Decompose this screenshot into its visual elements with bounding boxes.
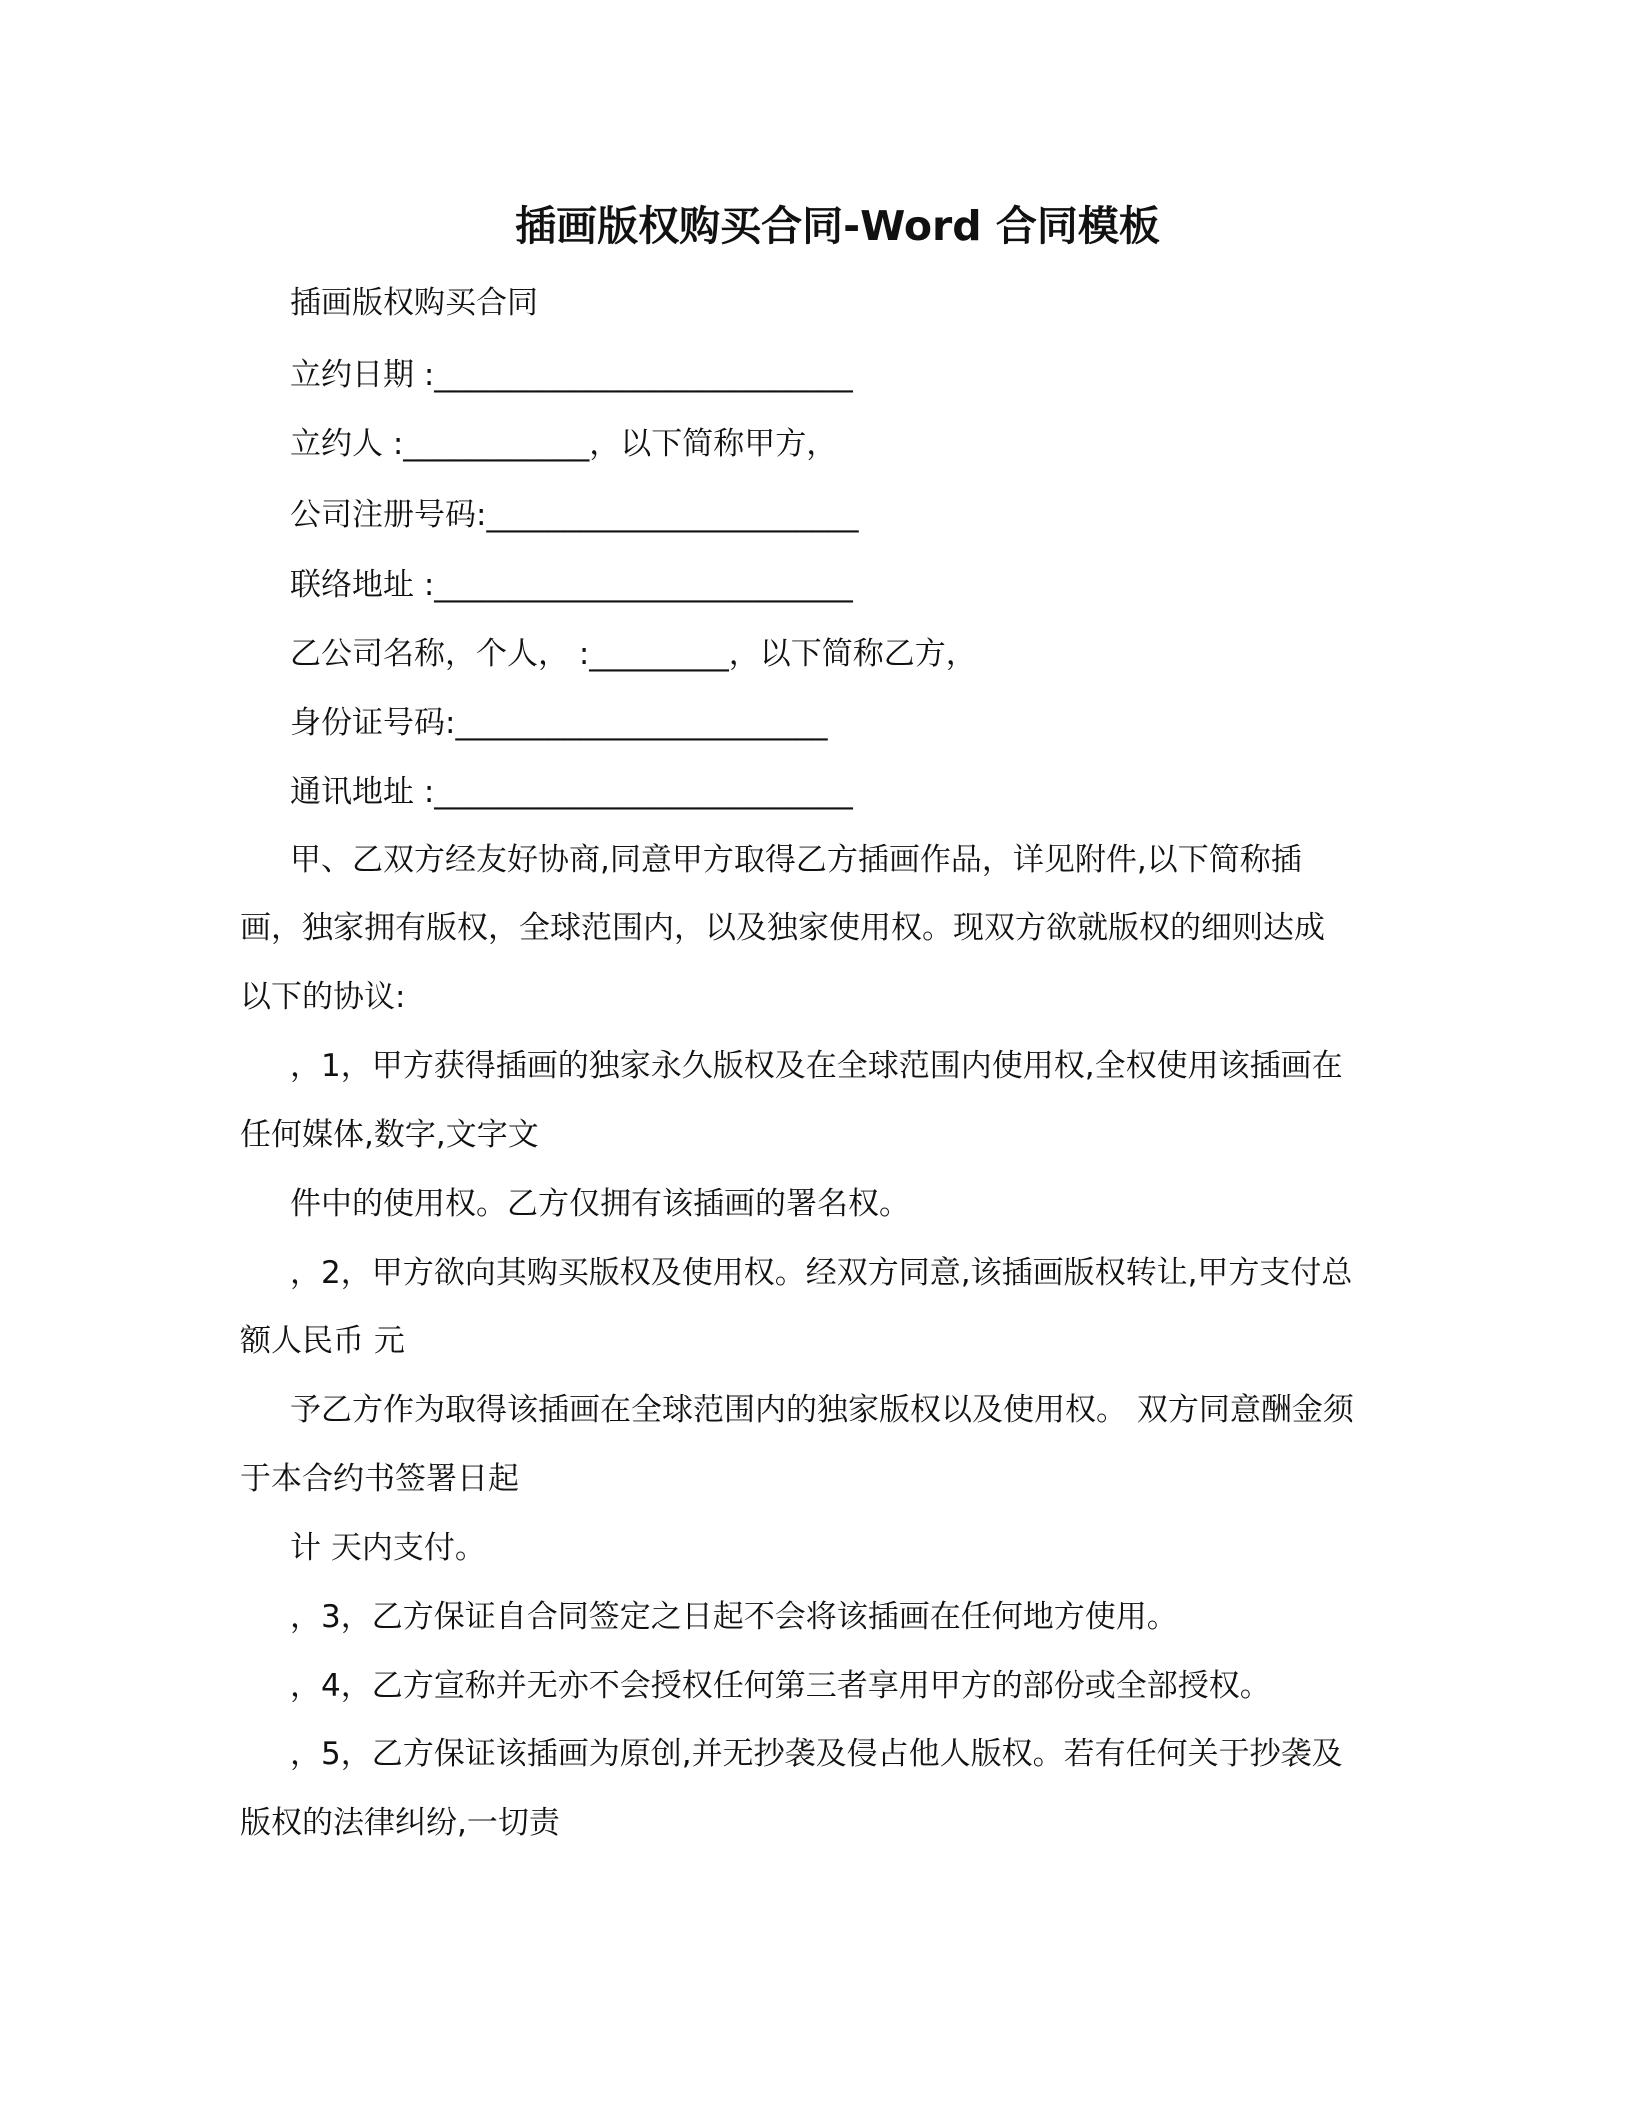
- clause-1-line-1: ，1，甲方获得插画的独家永久版权及在全球范围内使用权,全权使用该插画在: [290, 1048, 1343, 1084]
- clause-1-line-3: 件中的使用权。乙方仅拥有该插画的署名权。: [290, 1186, 910, 1222]
- contract-heading: 插画版权购买合同: [290, 285, 538, 321]
- clause-4: ，4，乙方宣称并无亦不会授权任何第三者享用甲方的部份或全部授权。: [290, 1668, 1271, 1704]
- clause-2-line-4: 于本合约书签署日起: [240, 1461, 519, 1497]
- preamble-line-1: 甲、乙双方经友好协商,同意甲方取得乙方插画作品，详见附件,以下简称插: [290, 842, 1302, 878]
- clause-2-line-5: 计 天内支付。: [290, 1530, 486, 1566]
- document-title: 插画版权购买合同-Word 合同模板: [515, 202, 1160, 250]
- contact-address-field: 联络地址 :___________________________: [290, 567, 853, 603]
- clause-2-line-2: 额人民币 元: [240, 1323, 405, 1359]
- clause-2-line-1: ，2，甲方欲向其购买版权及使用权。经双方同意,该插画版权转让,甲方支付总: [290, 1255, 1353, 1291]
- clause-5-line-2: 版权的法律纠纷,一切责: [240, 1805, 560, 1841]
- mailing-address-field: 通讯地址 :___________________________: [290, 774, 853, 810]
- party-a-field: 立约人 :____________，以下简称甲方，: [290, 426, 838, 462]
- clause-1-line-2: 任何媒体,数字,文字文: [240, 1117, 539, 1153]
- party-b-name-field: 乙公司名称，个人， :_________，以下简称乙方，: [290, 636, 977, 672]
- preamble-line-3: 以下的协议:: [240, 979, 406, 1015]
- clause-5-line-1: ，5，乙方保证该插画为原创,并无抄袭及侵占他人版权。若有任何关于抄袭及: [290, 1736, 1343, 1772]
- clause-3: ，3，乙方保证自合同签定之日起不会将该插画在任何地方使用。: [290, 1599, 1178, 1635]
- company-registration-field: 公司注册号码:________________________: [290, 497, 859, 533]
- signing-date-field: 立约日期 :___________________________: [290, 357, 853, 393]
- clause-2-line-3: 予乙方作为取得该插画在全球范围内的独家版权以及使用权。 双方同意酬金须: [290, 1392, 1354, 1428]
- id-number-field: 身份证号码:________________________: [290, 705, 828, 741]
- preamble-line-2: 画，独家拥有版权，全球范围内，以及独家使用权。现双方欲就版权的细则达成: [240, 910, 1325, 946]
